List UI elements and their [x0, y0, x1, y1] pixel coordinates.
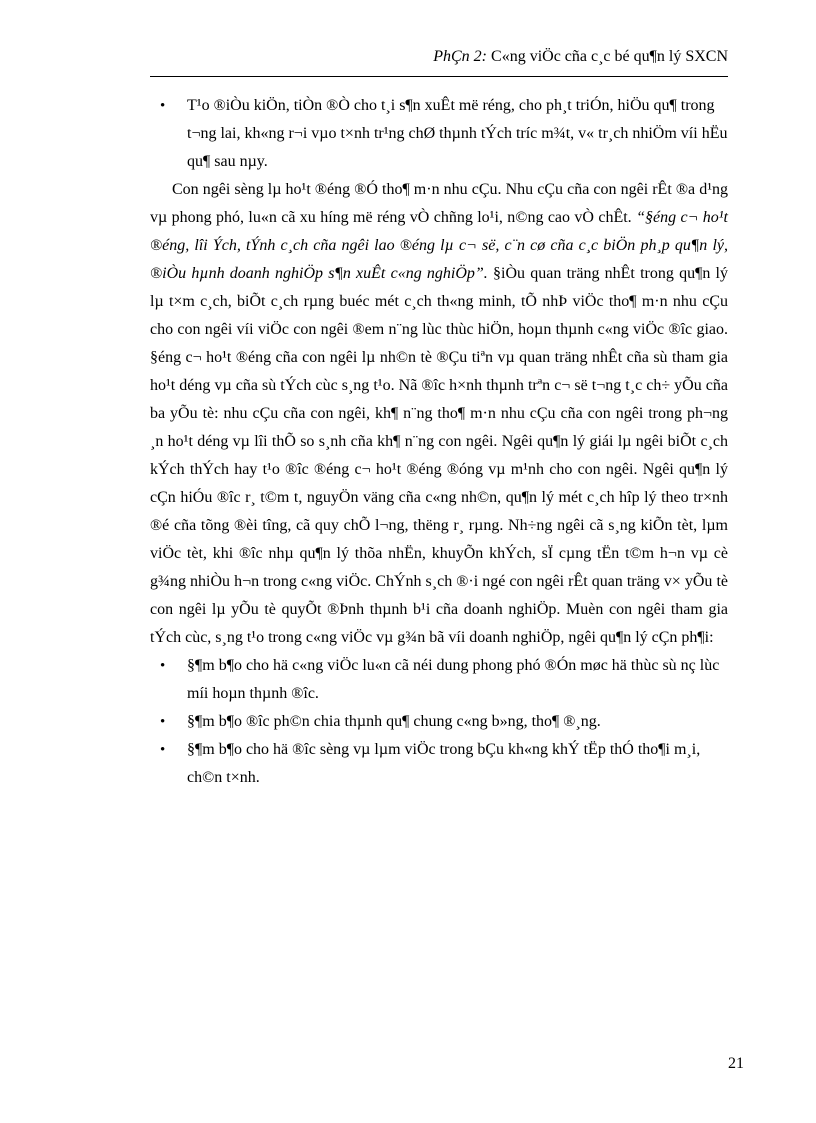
header-rule [150, 76, 728, 77]
bullet-icon: • [160, 714, 166, 730]
bullet-text: §¶m b¶o cho hä c«ng viÖc lu«n cã néi dung phong phó ®Ón møc hä thùc sù nç lùc míi hoµn thµnh ®îc. [187, 657, 720, 702]
paragraph-quote: “§éng c¬ ho¹t ®éng, lîi Ých, tÝnh c¸ch cña ngêi lao ®éng lµ c¬ së, c¨n cø cña c¸c biÖn ph¸p qu¶n lý, ®iÒu hµnh doanh nghiÖp s¶n xuÊt c«ng nghiÖp”. [150, 209, 728, 282]
paragraph-text: Con ngêi sèng lµ ho¹t ®éng ®Ó tho¶ m·n nhu cÇu. Nhu cÇu cña con ngêi rÊt ®a d¹ng vµ phong phó, lu«n cã xu híng më réng vÒ chñng lo¹i, n©ng cao vÒ chÊt. [150, 181, 728, 226]
page-number: 21 [728, 1055, 744, 1072]
bullet-icon: • [160, 658, 166, 674]
body-paragraph [150, 176, 728, 652]
bullet-text: T¹o ®iÒu kiÖn, tiÒn ®Ò cho t¸i s¶n xuÊt më réng, cho ph¸t triÓn, hiÖu qu¶ trong t¬ng lai, kh«ng r¬i vµo t×nh tr¹ng chØ thµnh tÝch tríc m¾t, v« tr¸ch nhiÖm víi hËu qu¶ sau nµy. [187, 97, 728, 170]
bullet-icon: • [160, 742, 166, 758]
header-title: C«ng viÖc cña c¸c bé qu¶n lý SXCN [487, 48, 728, 65]
bullet-list-top [150, 92, 728, 176]
page-header [150, 48, 728, 66]
bullet-item [150, 92, 728, 176]
bullet-list-bottom [150, 652, 728, 792]
page-content [150, 92, 728, 792]
bullet-item [150, 708, 728, 736]
bullet-icon: • [160, 98, 166, 114]
header-part-label: PhÇn 2: [433, 48, 488, 65]
bullet-item [150, 652, 728, 708]
bullet-text: §¶m b¶o cho hä ®îc sèng vµ lµm viÖc trong bÇu kh«ng khÝ tËp thÓ tho¶i m¸i, ch©n t×nh. [187, 741, 701, 786]
bullet-item [150, 736, 728, 792]
bullet-text: §¶m b¶o ®îc ph©n chia thµnh qu¶ chung c«ng b»ng, tho¶ ®¸ng. [187, 713, 601, 730]
paragraph-text-continued: §iÒu quan träng nhÊt trong qu¶n lý lµ t×m c¸ch, biÕt c¸ch rµng buéc mét c¸ch th«ng minh, tÕ nhÞ viÖc tho¶ m·n nhu cÇu cho con ngêi víi viÖc con ngêi ®em n¨ng lùc thùc hiÖn, hoµn thµnh c«ng viÖc ®îc giao. §éng c¬ ho¹t ®éng cña con ngêi lµ nh©n tè ®Çu tiªn vµ quan träng nhÊt cña sù tham gia ho¹t déng vµ cña sù tÝch cùc s¸ng t¹o. Nã ®îc h×nh thµnh trªn c¬ së t¬ng t¸c ch÷ yÕu cña ba yÕu tè: nhu cÇu cña con ngêi, kh¶ n¨ng tho¶ m·n nhu cÇu cña con ngêi trong ph¬ng ¸n ho¹t déng vµ lîi thÕ so s¸nh cña kh¶ n¨ng con ngêi. Ngêi qu¶n lý giái lµ ngêi biÕt c¸ch kÝch thÝch hay t¹o ®îc ®éng c¬ ho¹t ®éng ®óng vµ m¹nh cho con ngêi. Ngêi qu¶n lý cÇn hiÓu ®îc r¸ t©m t, nguyÖn väng cña c«ng nh©n, qu¶n lý mét c¸ch hîp lý theo tr×nh ®é cña tõng ®èi tîng, cã quy chÕ l¬ng, thëng r¸ rµng. Nh÷ng ngêi cã s¸ng kiÕn tèt, lµm viÖc tèt, khi ®îc nhµ qu¶n lý thõa nhËn, khuyÕn khÝch, sÏ cµng tËn t©m h¬n vµ cè g¾ng nhiÒu h¬n trong c«ng viÖc. ChÝnh s¸ch ®·i ngé con ngêi rÊt quan träng v× yÕu tè con ngêi lµ yÕu tè quyÕt ®Þnh thµnh b¹i cña doanh nghiÖp. Muèn con ngêi tham gia tÝch cùc, s¸ng t¹o trong c«ng viÖc vµ g¾n bã víi doanh nghiÖp, ngêi qu¶n lý cÇn ph¶i: [150, 265, 728, 646]
